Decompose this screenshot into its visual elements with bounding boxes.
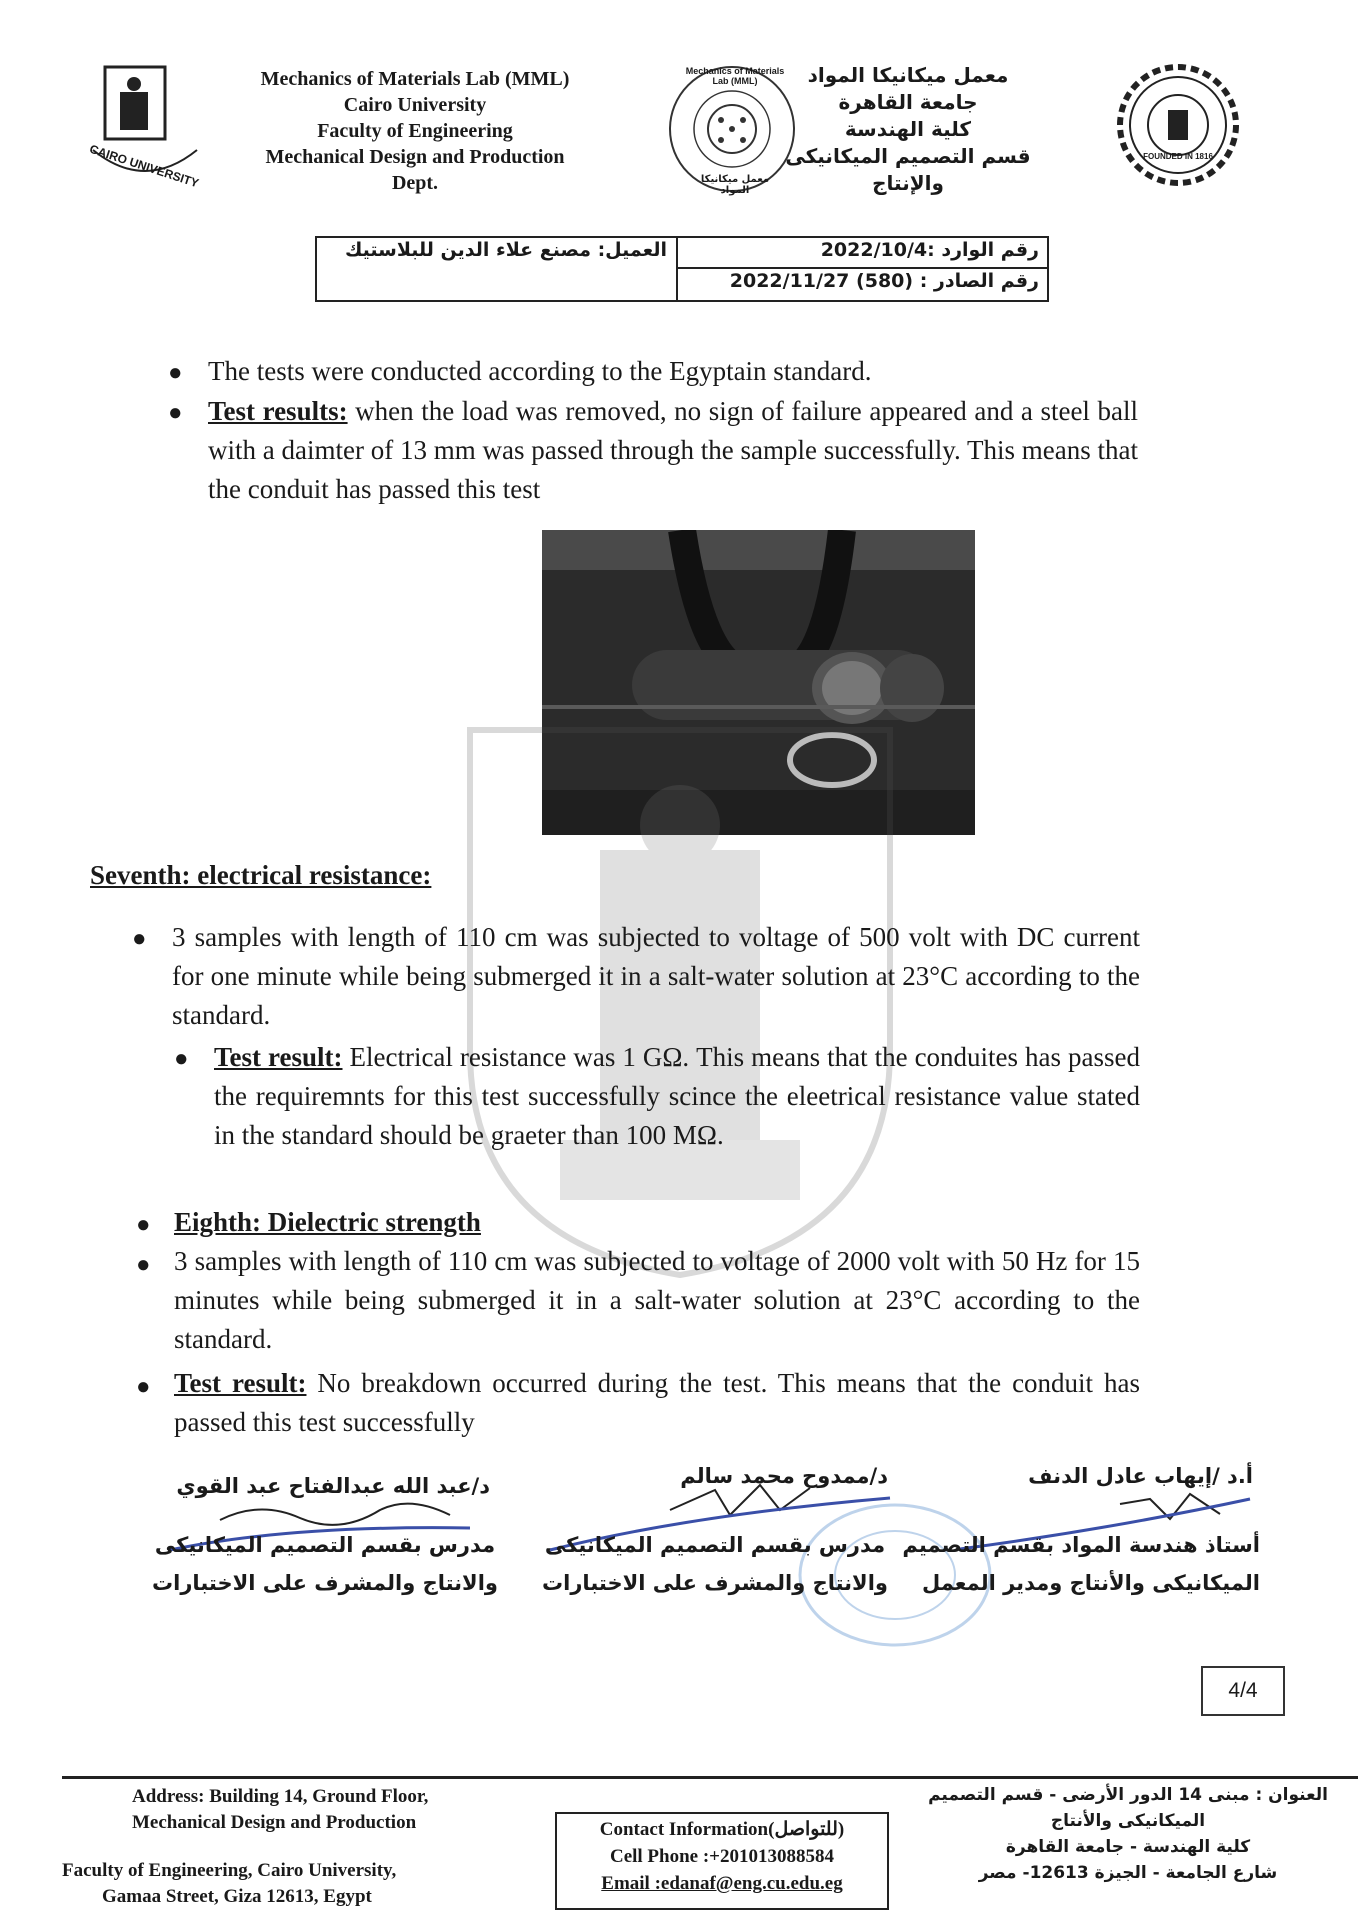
- standard-line: The tests were conducted according to the Egyptain standard.: [208, 356, 872, 386]
- address-english: [132, 1784, 428, 1836]
- address-line: كلية الهندسة - جامعة القاهرة: [1005, 1837, 1251, 1857]
- title-line: مدرس بقسم التصميم الميكانيكى: [544, 1533, 886, 1557]
- header-english: [215, 66, 615, 196]
- signatory-title: [150, 1526, 500, 1602]
- header-line: Mechanics of Materials Lab (MML): [260, 68, 570, 90]
- cairo-university-logo: [85, 62, 205, 192]
- bullet-icon: ●: [174, 1046, 189, 1072]
- mml-logo-text: Mechanics of Materials Lab (MML): [685, 66, 785, 86]
- test-results-text: when the load was removed, no sign of failure appeared and a steel ball with a daimter of 13 mm was passed through the sample successfully. This means that the conduit has passed this test: [208, 396, 1138, 504]
- address-line: Address: Building 14, Ground Floor,: [132, 1786, 429, 1807]
- signatory-name: د/ممدوح محمد سالم: [680, 1464, 888, 1488]
- seventh-heading: Seventh: electrical resistance:: [90, 860, 432, 890]
- header-line: جامعة القاهرة: [838, 90, 978, 114]
- header-line: Faculty of Engineering: [317, 120, 513, 142]
- outgoing-number: رقم الصادر : (580) 2022/11/27: [729, 270, 1039, 292]
- header-line: معمل ميكانيكا المواد: [807, 63, 1009, 87]
- bullet-icon: ●: [136, 1212, 151, 1238]
- contact-information: [555, 1812, 889, 1910]
- title-line: الميكانيكى والأنتاج ومدير المعمل: [921, 1571, 1260, 1595]
- address-line: شارع الجامعة - الجيزة 12613- مصر: [978, 1863, 1278, 1883]
- signatory-title: [540, 1526, 890, 1602]
- title-line: أستاذ هندسة المواد بقسم التصميم: [902, 1533, 1260, 1557]
- founded-text: FOUNDED IN 1816: [1143, 152, 1213, 161]
- reference-box: [315, 236, 1049, 302]
- contact-title: Contact Information(للتواصل): [599, 1819, 845, 1840]
- eighth-result-text: No breakdown occurred during the test. This means that the conduit has passed this test successfully: [174, 1368, 1141, 1437]
- seventh-result-text: Electrical resistance was 1 GΩ. This means that the conduites has passed the requiremnts for this test successfully scince the eleetrical resistance value stated in the standard should be graeter than 100 MΩ.: [214, 1042, 1141, 1150]
- title-line: والانتاج والمشرف على الاختبارات: [152, 1571, 498, 1595]
- address-line: Faculty of Engineering, Cairo University,: [62, 1860, 397, 1881]
- bullet-icon: ●: [136, 1252, 151, 1278]
- test-results-label: Test results:: [208, 396, 348, 426]
- header-line: والإنتاج: [872, 171, 944, 195]
- seventh-result-paragraph: [214, 1038, 1140, 1155]
- bullet-icon: ●: [136, 1374, 151, 1400]
- eighth-result-paragraph: [174, 1364, 1140, 1442]
- address-english-2: [62, 1858, 396, 1910]
- signatory-name: أ.د /إيهاب عادل الدنف: [1028, 1464, 1253, 1488]
- client-name: العميل: مصنع علاء الدين للبلاستيك: [344, 239, 667, 261]
- mml-logo-arabic: معمل ميكانيكا المواد: [700, 174, 770, 196]
- faculty-engineering-logo: [1113, 60, 1243, 190]
- eighth-text: 3 samples with length of 110 cm was subjected to voltage of 2000 volt with 50 Hz for 15 minutes while being submerged it in a salt-water solution at 23°C according to the standard.: [174, 1246, 1140, 1354]
- bullet-icon: ●: [168, 400, 183, 426]
- address-line: Mechanical Design and Production: [132, 1812, 417, 1833]
- footer-divider: [62, 1776, 1358, 1779]
- header-arabic: [778, 62, 1038, 197]
- signatory-title: [902, 1526, 1260, 1602]
- test-results-paragraph: [208, 392, 1138, 509]
- header-line: Dept.: [391, 172, 439, 194]
- contact-email[interactable]: Email :edanaf@eng.cu.edu.eg: [601, 1873, 843, 1894]
- eighth-result-label: Test result:: [174, 1368, 307, 1398]
- header-line: كلية الهندسة: [844, 117, 972, 141]
- seventh-result-label: Test result:: [214, 1042, 343, 1072]
- incoming-number: رقم الوارد :2022/10/4: [820, 239, 1039, 261]
- address-arabic: [928, 1782, 1328, 1886]
- contact-phone: Cell Phone :+201013088584: [609, 1846, 835, 1867]
- address-line: العنوان : مبنى 14 الدور الأرضى - قسم التصميم: [928, 1785, 1328, 1805]
- page-number: 4/4: [1201, 1666, 1285, 1716]
- bullet-icon: ●: [132, 926, 147, 952]
- header-line: Mechanical Design and Production: [265, 146, 565, 168]
- title-line: مدرس بقسم التصميم الميكانيكى: [154, 1533, 496, 1557]
- bullet-icon: ●: [168, 360, 183, 386]
- seventh-text: 3 samples with length of 110 cm was subjected to voltage of 500 volt with DC current for one minute while being submerged it in a salt-water solution at 23°C according to the standard.: [172, 922, 1140, 1030]
- signatory-name: د/عبد الله عبدالفتاح عبد القوي: [176, 1474, 490, 1498]
- title-line: والانتاج والمشرف على الاختبارات: [542, 1571, 888, 1595]
- address-line: الميكانيكى والأنتاج: [1050, 1811, 1206, 1831]
- eighth-heading: Eighth: Dielectric strength: [174, 1207, 481, 1237]
- address-line: Gamaa Street, Giza 12613, Egypt: [102, 1886, 372, 1907]
- header-line: قسم التصميم الميكانيكى: [785, 144, 1031, 168]
- logo-caption: CAIRO UNIVERSITY: [87, 141, 201, 191]
- header-line: Cairo University: [343, 94, 487, 116]
